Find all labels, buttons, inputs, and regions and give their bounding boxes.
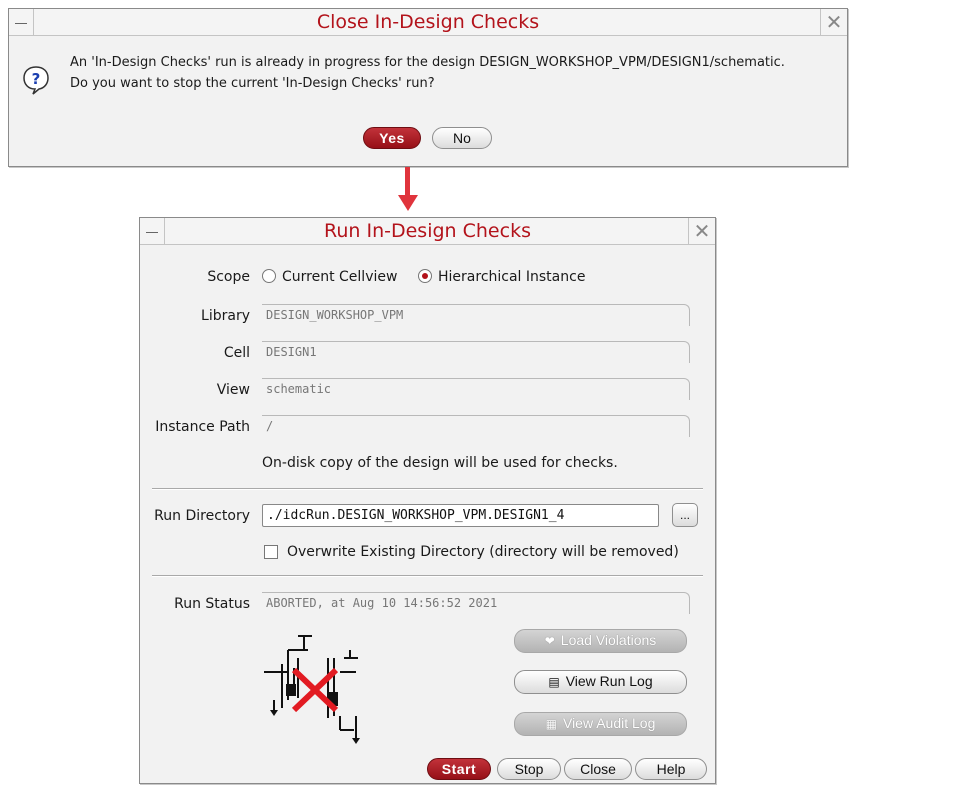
- flow-arrow-icon: [396, 165, 420, 215]
- scope-option-label: Hierarchical Instance: [438, 269, 586, 285]
- close-icon[interactable]: ✕: [688, 218, 715, 244]
- no-button[interactable]: No: [432, 127, 492, 149]
- instance-path-label: Instance Path: [155, 419, 250, 435]
- run-directory-label: Run Directory: [154, 508, 250, 524]
- overwrite-checkbox[interactable]: [264, 545, 278, 559]
- run-titlebar[interactable]: [140, 218, 715, 245]
- schematic-error-icon: [258, 628, 378, 748]
- confirm-message-line2: Do you want to stop the current 'In-Design Checks' run?: [70, 76, 435, 91]
- browse-directory-button[interactable]: ...: [672, 503, 698, 527]
- library-field: DESIGN_WORKSHOP_VPM: [262, 304, 690, 326]
- question-icon: [22, 65, 50, 93]
- run-title: Run In-Design Checks: [324, 220, 531, 242]
- close-icon[interactable]: ✕: [820, 9, 847, 35]
- on-disk-note: On-disk copy of the design will be used for checks.: [262, 455, 618, 471]
- load-violations-label: Load Violations: [560, 632, 657, 648]
- confirm-titlebar[interactable]: [9, 9, 847, 36]
- close-checks-dialog: [8, 8, 848, 167]
- audit-icon: ▦: [545, 717, 557, 731]
- close-button[interactable]: Close: [564, 758, 632, 780]
- scope-option-hierarchical-instance[interactable]: [418, 269, 585, 285]
- view-audit-log-button[interactable]: [514, 712, 687, 736]
- svg-text:?: ?: [31, 70, 41, 88]
- cell-field: DESIGN1: [262, 341, 690, 363]
- yes-button[interactable]: Yes: [363, 127, 421, 149]
- library-label: Library: [201, 308, 250, 324]
- violations-icon: ❤: [544, 634, 555, 648]
- radio-icon[interactable]: [262, 269, 276, 283]
- scope-option-label: Current Cellview: [282, 269, 398, 285]
- view-label: View: [216, 382, 250, 398]
- help-button[interactable]: Help: [635, 758, 707, 780]
- view-run-log-button[interactable]: [514, 670, 687, 694]
- confirm-title: Close In-Design Checks: [316, 11, 540, 33]
- radio-selected-icon[interactable]: [418, 269, 432, 283]
- scope-label: Scope: [207, 269, 250, 285]
- overwrite-label: Overwrite Existing Directory (directory will be removed): [287, 544, 679, 560]
- instance-path-field: /: [262, 415, 690, 437]
- view-field: schematic: [262, 378, 690, 400]
- cell-label: Cell: [223, 345, 250, 361]
- confirm-message-line1: An 'In-Design Checks' run is already in progress for the design DESIGN_WORKSHOP_VPM/DESIGN1/schematic.: [70, 55, 785, 70]
- view-run-log-label: View Run Log: [565, 673, 653, 689]
- view-audit-log-label: View Audit Log: [562, 715, 656, 731]
- load-violations-button[interactable]: [514, 629, 687, 653]
- run-checks-dialog: [139, 217, 716, 784]
- scope-option-current-cellview[interactable]: [262, 269, 397, 285]
- start-button[interactable]: Start: [427, 758, 491, 780]
- separator: [152, 575, 703, 577]
- stop-button[interactable]: Stop: [497, 758, 561, 780]
- log-icon: ▤: [548, 675, 560, 689]
- run-status-label: Run Status: [174, 596, 250, 612]
- separator: [152, 488, 703, 490]
- run-status-field: ABORTED, at Aug 10 14:56:52 2021: [262, 592, 690, 614]
- run-directory-input[interactable]: ./idcRun.DESIGN_WORKSHOP_VPM.DESIGN1_4: [262, 504, 659, 527]
